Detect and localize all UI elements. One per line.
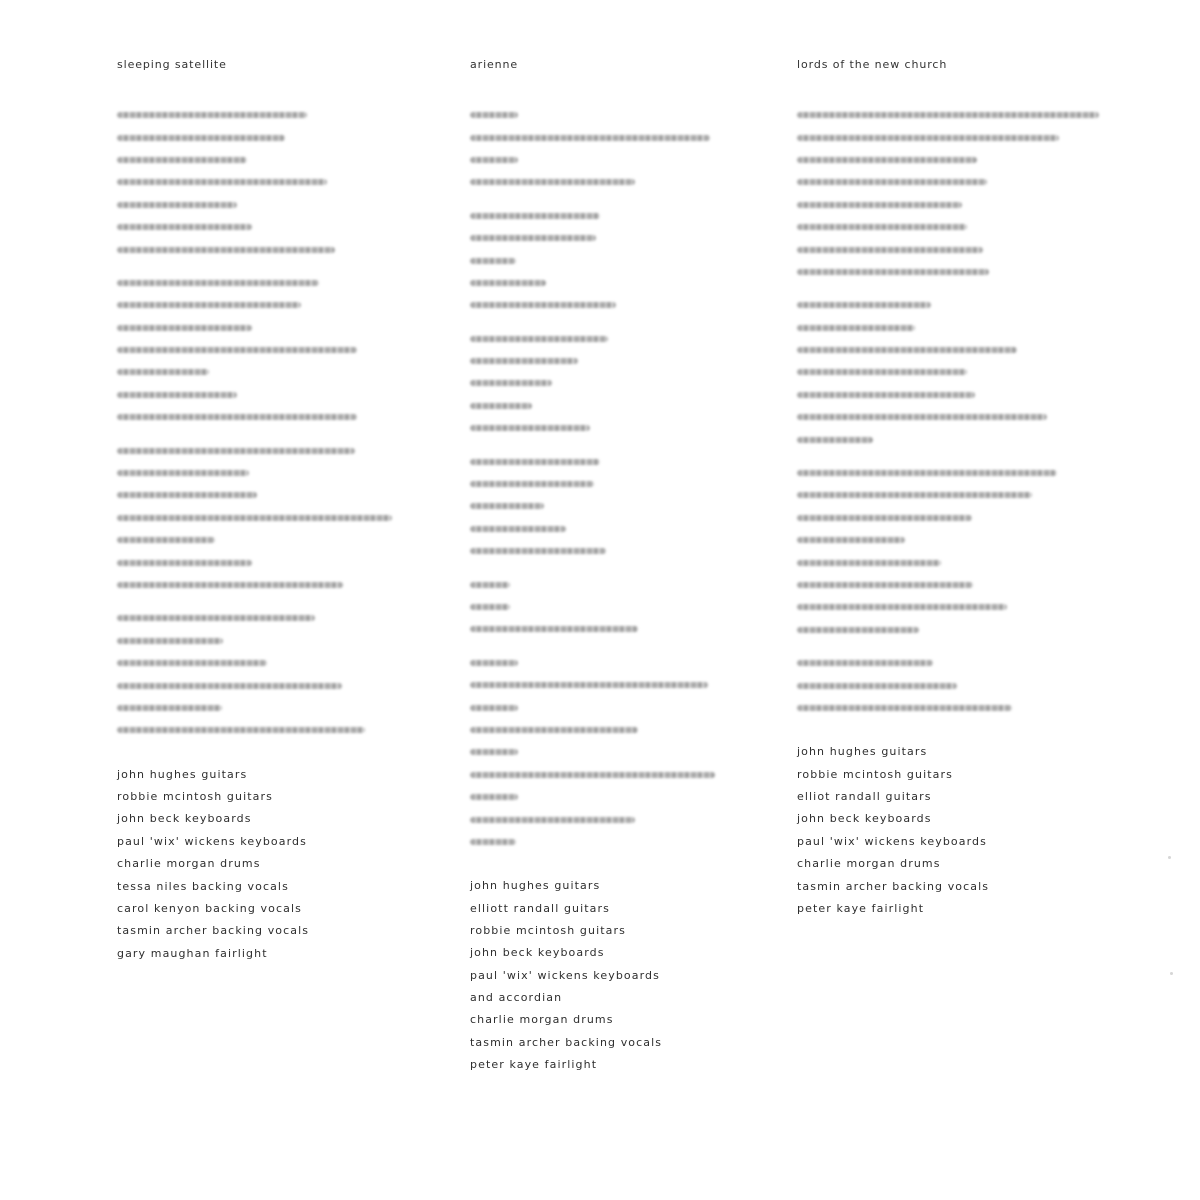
blurred-lyric-line [797, 529, 1127, 551]
blurred-lyric-line [797, 294, 1127, 316]
blurred-lyric-line [797, 194, 1127, 216]
blurred-lyric-line [470, 272, 770, 294]
blurred-lyric-line [797, 428, 1127, 450]
blurred-lyric-line [470, 294, 770, 316]
song-column-lords-of-the-new-church [797, 58, 1127, 920]
credit-line: john beck keyboards [797, 812, 932, 826]
blurred-lyric-line [470, 540, 770, 562]
blurred-lyric-line [117, 272, 447, 294]
blurred-lyric-line [117, 507, 447, 529]
blurred-lyric-line [117, 339, 447, 361]
blurred-lyric-line [117, 719, 447, 741]
blurred-lyric-line [470, 618, 770, 640]
blurred-lyric-line [470, 518, 770, 540]
blurred-lyric-line [797, 574, 1127, 596]
blurred-lyric-line [117, 697, 447, 719]
credit-line: john hughes guitars [117, 767, 248, 781]
lyric-stanza [470, 573, 770, 640]
blurred-lyric-line [470, 395, 770, 417]
blurred-lyric-line [470, 450, 770, 472]
credit-line: john beck keyboards [470, 946, 605, 960]
blurred-lyric-line [117, 484, 447, 506]
credit-line: paul 'wix' wickens keyboards [470, 968, 660, 982]
blurred-lyrics [117, 104, 447, 742]
blurred-lyric-line [797, 149, 1127, 171]
blurred-lyric-line [470, 372, 770, 394]
blurred-lyric-line [797, 361, 1127, 383]
credit-line: paul 'wix' wickens keyboards [117, 834, 307, 848]
lyric-stanza [117, 439, 447, 596]
lyric-stanza [470, 328, 770, 440]
blurred-lyric-line [797, 104, 1127, 126]
blurred-lyric-line [117, 652, 447, 674]
blurred-lyric-line [470, 171, 770, 193]
blurred-lyric-line [117, 361, 447, 383]
credit-line: tessa niles backing vocals [117, 879, 289, 893]
blurred-lyric-line [797, 126, 1127, 148]
credit-line: carol kenyon backing vocals [117, 901, 302, 915]
credit-line: robbie mcintosh guitars [470, 923, 626, 937]
credit-line: peter kaye fairlight [797, 901, 925, 915]
blurred-lyric-line [117, 104, 447, 126]
paper-speck [1170, 972, 1173, 975]
credit-line: charlie morgan drums [797, 857, 941, 871]
credit-line: and accordian [470, 991, 563, 1005]
blurred-lyric-line [470, 249, 770, 271]
blurred-lyric-line [117, 238, 447, 260]
credit-line: tasmin archer backing vocals [470, 1035, 663, 1049]
blurred-lyric-line [470, 473, 770, 495]
song-title: sleeping satellite [117, 58, 227, 71]
blurred-lyric-line [117, 574, 447, 596]
lyric-stanza [470, 205, 770, 317]
blurred-lyric-line [117, 529, 447, 551]
credit-line: elliott randall guitars [470, 901, 610, 915]
blurred-lyric-line [797, 484, 1127, 506]
lyric-stanza [470, 652, 770, 854]
credit-line: charlie morgan drums [470, 1013, 614, 1027]
blurred-lyric-line [470, 495, 770, 517]
blurred-lyric-line [470, 126, 770, 148]
blurred-lyric-line [117, 194, 447, 216]
blurred-lyric-line [117, 216, 447, 238]
blurred-lyric-line [117, 171, 447, 193]
blurred-lyric-line [470, 719, 770, 741]
credit-line: john hughes guitars [470, 879, 601, 893]
song-column-sleeping-satellite [117, 58, 447, 965]
blurred-lyric-line [117, 462, 447, 484]
blurred-lyric-line [797, 674, 1127, 696]
blurred-lyric-line [117, 630, 447, 652]
blurred-lyric-line [797, 171, 1127, 193]
credits-list [797, 741, 1127, 920]
blurred-lyric-line [117, 294, 447, 316]
blurred-lyric-line [797, 339, 1127, 361]
lyric-stanza [470, 450, 770, 562]
blurred-lyric-line [797, 317, 1127, 339]
credit-line: paul 'wix' wickens keyboards [797, 834, 987, 848]
credits-list [117, 764, 447, 966]
blurred-lyric-line [797, 596, 1127, 618]
blurred-lyric-line [470, 674, 770, 696]
blurred-lyric-line [797, 507, 1127, 529]
blurred-lyric-line [470, 328, 770, 350]
blurred-lyric-line [117, 126, 447, 148]
blurred-lyric-line [797, 406, 1127, 428]
blurred-lyric-line [470, 573, 770, 595]
credit-line: elliot randall guitars [797, 789, 932, 803]
blurred-lyric-line [117, 406, 447, 428]
blurred-lyric-line [797, 261, 1127, 283]
paper-speck [1168, 856, 1171, 859]
credits-list [470, 875, 770, 1077]
blurred-lyric-line [470, 741, 770, 763]
credit-line: peter kaye fairlight [470, 1058, 598, 1072]
blurred-lyric-line [797, 216, 1127, 238]
blurred-lyric-line [117, 674, 447, 696]
credit-line: john hughes guitars [797, 745, 928, 759]
blurred-lyric-line [117, 607, 447, 629]
credit-line: gary maughan fairlight [117, 946, 268, 960]
blurred-lyrics [470, 104, 770, 853]
blurred-lyric-line [797, 551, 1127, 573]
song-title: arienne [470, 58, 519, 71]
credit-line: robbie mcintosh guitars [797, 767, 953, 781]
blurred-lyric-line [470, 417, 770, 439]
blurred-lyric-line [470, 786, 770, 808]
lyric-stanza [797, 104, 1127, 283]
song-column-arienne [470, 58, 770, 1077]
blurred-lyric-line [117, 384, 447, 406]
blurred-lyric-line [797, 238, 1127, 260]
blurred-lyric-line [797, 619, 1127, 641]
blurred-lyric-line [470, 149, 770, 171]
lyric-stanza [117, 104, 447, 261]
lyric-stanza [117, 272, 447, 429]
blurred-lyric-line [470, 696, 770, 718]
blurred-lyric-line [470, 831, 770, 853]
lyric-stanza [470, 104, 770, 194]
blurred-lyric-line [470, 104, 770, 126]
lyric-stanza [797, 652, 1127, 719]
blurred-lyric-line [470, 652, 770, 674]
blurred-lyric-line [470, 808, 770, 830]
credit-line: john beck keyboards [117, 812, 252, 826]
blurred-lyric-line [117, 439, 447, 461]
blurred-lyric-line [797, 652, 1127, 674]
blurred-lyric-line [117, 551, 447, 573]
credit-line: tasmin archer backing vocals [117, 924, 310, 938]
blurred-lyric-line [117, 149, 447, 171]
credit-line: charlie morgan drums [117, 857, 261, 871]
blurred-lyric-line [470, 350, 770, 372]
blurred-lyric-line [470, 596, 770, 618]
lyric-stanza [797, 462, 1127, 641]
credit-line: tasmin archer backing vocals [797, 879, 990, 893]
lyric-stanza [797, 294, 1127, 451]
blurred-lyrics [797, 104, 1127, 719]
blurred-lyric-line [470, 205, 770, 227]
blurred-lyric-line [797, 462, 1127, 484]
blurred-lyric-line [117, 317, 447, 339]
blurred-lyric-line [470, 764, 770, 786]
lyric-stanza [117, 607, 447, 741]
blurred-lyric-line [797, 384, 1127, 406]
credit-line: robbie mcintosh guitars [117, 789, 273, 803]
blurred-lyric-line [470, 227, 770, 249]
song-title: lords of the new church [797, 58, 948, 71]
blurred-lyric-line [797, 697, 1127, 719]
